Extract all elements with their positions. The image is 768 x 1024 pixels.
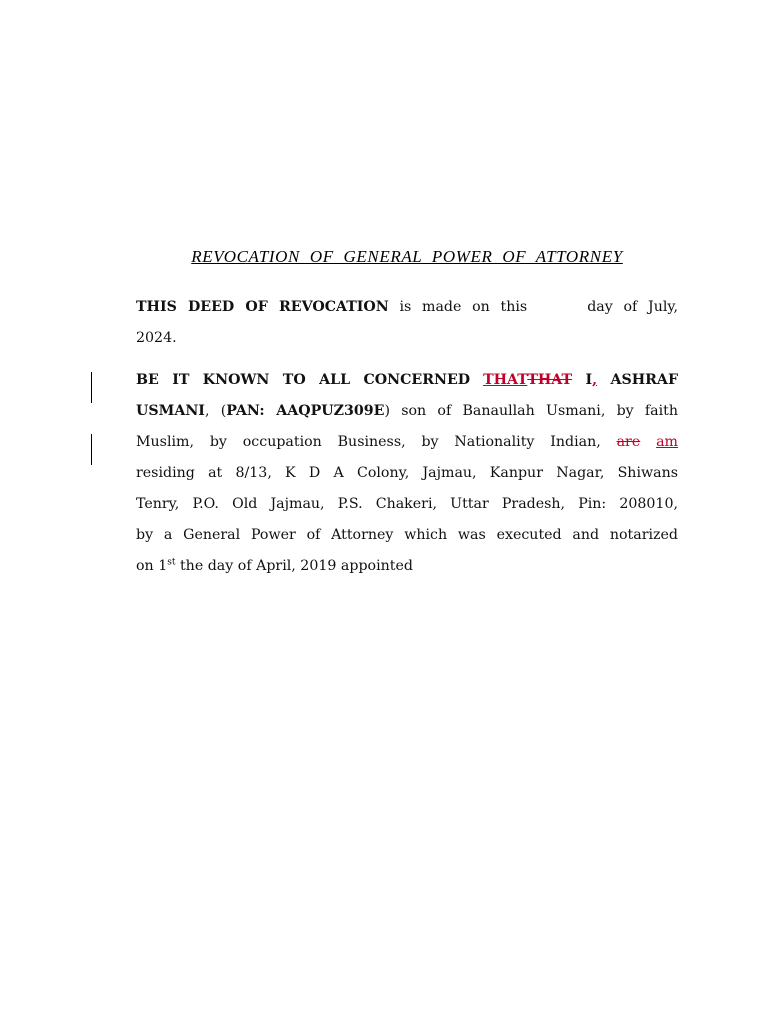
name-part-1: ASHRAF: [597, 372, 679, 388]
deed-text: is made on this: [388, 299, 528, 315]
paragraph-line: [136, 396, 678, 427]
deleted-text: are: [616, 434, 641, 450]
paragraph-known: [136, 365, 678, 582]
known-pronoun: I: [572, 372, 593, 388]
paragraph-line: [136, 427, 678, 458]
deed-year: 2024.: [136, 330, 177, 346]
tracked-change-bar: [91, 434, 92, 465]
name-part-2: USMANI: [136, 403, 205, 419]
inserted-comma: ,: [592, 372, 598, 388]
document-title: REVOCATION OF GENERAL POWER OF ATTORNEY: [191, 247, 623, 266]
tracked-change-bar: [91, 372, 92, 403]
text-line: Muslim, by occupation Business, by Nationality Indian,: [136, 434, 601, 450]
deed-lead: THIS DEED OF REVOCATION: [136, 299, 389, 315]
deed-month: day of July,: [587, 299, 679, 315]
paragraph-line: [136, 489, 678, 520]
text-line: residing at 8/13, K D A Colony, Jajmau, Kanpur Nagar, Shiwans: [136, 465, 678, 481]
paragraph-line: [136, 365, 678, 396]
text-line: Tenry, P.O. Old Jajmau, P.S. Chakeri, Uttar Pradesh, Pin: 208010,: [136, 496, 678, 512]
paragraph-line: [136, 458, 678, 489]
text-line: the day of April, 2019 appointed: [175, 558, 413, 574]
deleted-text: THAT: [527, 372, 573, 388]
paragraph-deed: [136, 292, 678, 354]
text-line: by a General Power of Attorney which was executed and notarized: [136, 527, 678, 543]
text-line: on 1: [136, 558, 168, 574]
paragraph-line: [136, 551, 678, 582]
separator: , (: [204, 403, 227, 419]
known-lead: BE IT KNOWN TO ALL CONCERNED: [136, 372, 471, 388]
inserted-text: THAT: [483, 372, 528, 388]
ordinal-suffix: st: [167, 557, 176, 568]
inserted-text: am: [656, 434, 678, 450]
paragraph-line: [136, 520, 678, 551]
pan-number: PAN: AAQPUZ309E: [226, 403, 385, 419]
paragraph-line: [136, 323, 678, 354]
paragraph-line: [136, 292, 678, 323]
text-line: ) son of Banaullah Usmani, by faith: [384, 403, 678, 419]
